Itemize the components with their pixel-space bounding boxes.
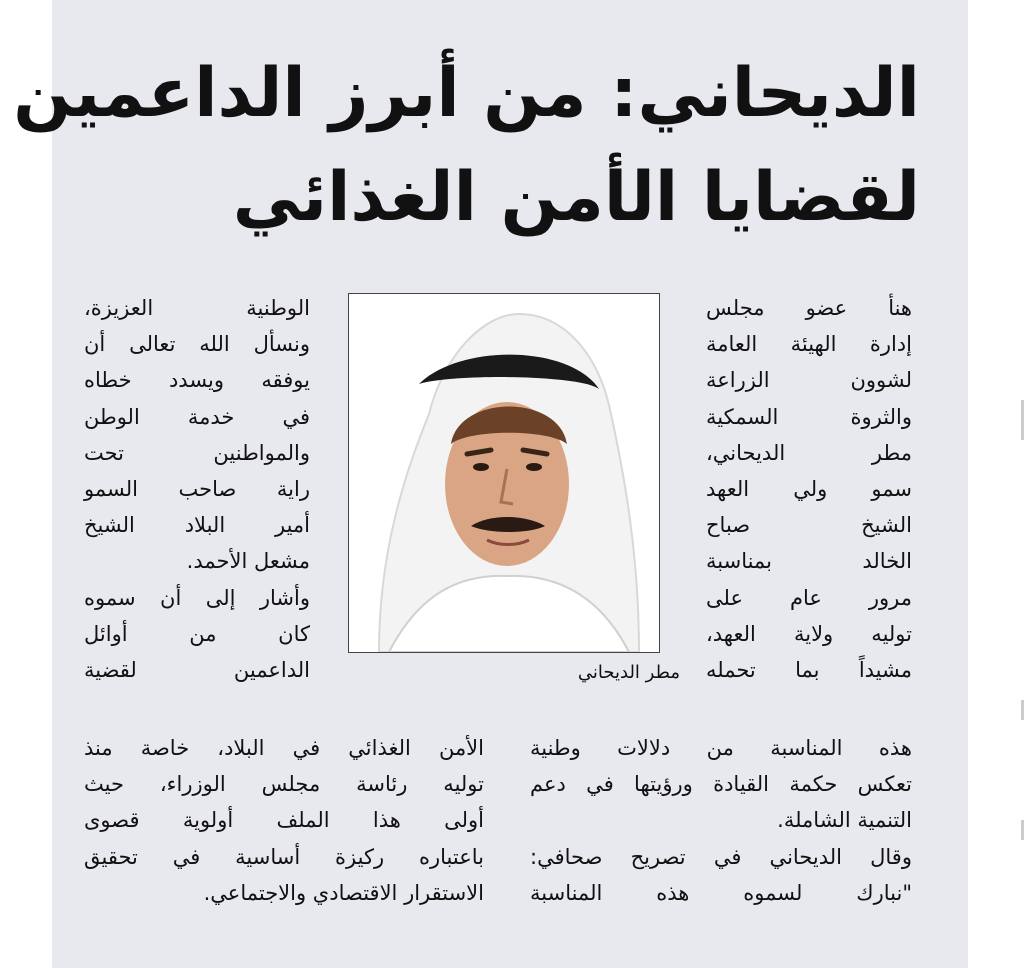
article-column-left [84, 290, 310, 688]
text-line: راية صاحب السمو [84, 477, 310, 502]
text-line: أولى هذا الملف أولوية قصوى [84, 808, 484, 833]
text-line: كان من أوائل [84, 621, 310, 646]
portrait-icon [349, 294, 659, 652]
text-line: هنأ عضو مجلس [706, 296, 912, 320]
article-column-right [706, 290, 912, 688]
text-line: في خدمة الوطن [84, 404, 310, 429]
text-line: الداعمين لقضية [84, 658, 310, 683]
text-line: باعتباره ركيزة أساسية في تحقيق [84, 844, 484, 869]
text-line: يوفقه ويسدد خطاه [84, 368, 310, 393]
text-line: ونسأل الله تعالى أن [84, 332, 310, 357]
text-line: سمو ولي العهد [706, 477, 912, 502]
article-column-bottom-right [530, 730, 912, 911]
portrait-photo [348, 293, 660, 653]
headline-line-2: لقضايا الأمن الغذائي [232, 158, 920, 237]
headline-line-1: الديحاني: من أبرز الداعمين [13, 54, 920, 133]
text-line: وأشار إلى أن سموه [84, 585, 310, 610]
text-line: تعكس حكمة القيادة ورؤيتها في دعم [530, 772, 912, 797]
text-line: أمير البلاد الشيخ [84, 513, 310, 538]
article-column-bottom-left [84, 730, 484, 911]
text-line: مشعل الأحمد. [186, 549, 310, 574]
text-line: هذه المناسبة من دلالات وطنية [530, 736, 912, 760]
text-line: الخالد بمناسبة [706, 549, 912, 574]
text-line: والمواطنين تحت [84, 440, 310, 465]
text-line: الشيخ صباح [706, 513, 912, 538]
text-line: مرور عام على [706, 585, 912, 610]
text-line: لشوون الزراعة [706, 368, 912, 393]
text-line: توليه رئاسة مجلس الوزراء، حيث [84, 772, 484, 797]
text-line: مشيداً بما تحمله [706, 658, 912, 683]
text-line: الأمن الغذائي في البلاد، خاصة منذ [84, 736, 484, 760]
text-line: التنمية الشاملة. [777, 808, 912, 833]
text-line: "نبارك لسموه هذه المناسبة [530, 880, 912, 905]
text-line: وقال الديحاني في تصريح صحافي: [530, 844, 912, 869]
text-line: مطر الديحاني، [706, 440, 912, 465]
text-line: إدارة الهيئة العامة [706, 332, 912, 357]
text-line: الاستقرار الاقتصادي والاجتماعي. [203, 880, 484, 905]
photo-caption: مطر الديحاني [577, 662, 680, 683]
text-line: توليه ولاية العهد، [706, 621, 912, 646]
text-line: الوطنية العزيزة، [84, 296, 310, 320]
text-line: والثروة السمكية [706, 404, 912, 429]
